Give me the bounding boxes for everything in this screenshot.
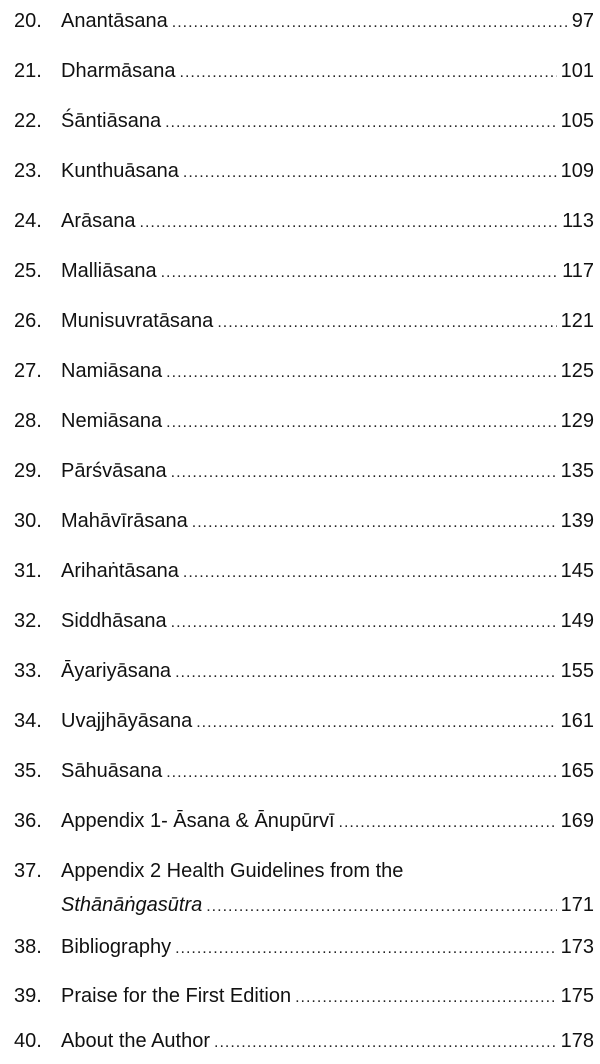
entry-title: Siddhāsana <box>61 610 167 632</box>
entry-title: Arihaṅtāsana <box>61 560 179 582</box>
dot-leader <box>161 258 559 288</box>
entry-title: Dharmāsana <box>61 60 176 82</box>
toc-entry-25[interactable] <box>0 256 600 286</box>
dot-leader <box>166 358 556 388</box>
toc-entry-22[interactable] <box>0 106 600 136</box>
entry-title: Munisuvratāsana <box>61 310 214 332</box>
entry-title: Nemiāsana <box>61 410 163 432</box>
toc-entry-35[interactable] <box>0 756 600 786</box>
entry-number: 33. <box>14 660 42 682</box>
entry-title: About the Author <box>61 1030 211 1052</box>
entry-page-number: 139 <box>560 510 594 532</box>
entry-title: Bibliography <box>61 936 172 958</box>
entry-page-number: 145 <box>560 560 594 582</box>
entry-page-number: 149 <box>560 610 594 632</box>
entry-number: 21. <box>14 60 42 82</box>
entry-number: 39. <box>14 985 42 1007</box>
toc-entry-39[interactable] <box>0 981 600 1011</box>
entry-number: 25. <box>14 260 42 282</box>
entry-number: 28. <box>14 410 42 432</box>
entry-number: 26. <box>14 310 42 332</box>
toc-entry-23[interactable] <box>0 156 600 186</box>
entry-page-number: 109 <box>560 160 594 182</box>
entry-title: Sāhuāsana <box>61 760 163 782</box>
entry-number: 24. <box>14 210 42 232</box>
toc-entry-24[interactable] <box>0 206 600 236</box>
entry-number: 30. <box>14 510 42 532</box>
dot-leader <box>175 658 557 688</box>
entry-title: Malliāsana <box>61 260 157 282</box>
entry-title: Praise for the First Edition <box>61 985 292 1007</box>
entry-number: 27. <box>14 360 42 382</box>
entry-page-number: 105 <box>560 110 594 132</box>
entry-title: Āyariyāsana <box>61 660 172 682</box>
entry-number: 34. <box>14 710 42 732</box>
entry-page-number: 169 <box>560 810 594 832</box>
dot-leader <box>166 758 556 788</box>
toc-entry-30[interactable] <box>0 506 600 536</box>
entry-page-number: 117 <box>562 260 594 282</box>
dot-leader <box>183 158 557 188</box>
entry-page-number: 129 <box>560 410 594 432</box>
entry-number: 31. <box>14 560 42 582</box>
toc-entry-28[interactable] <box>0 406 600 436</box>
entry-title: Kunthuāsana <box>61 160 179 182</box>
dot-leader <box>140 208 559 238</box>
toc-entry-27[interactable] <box>0 356 600 386</box>
toc-entry-31[interactable] <box>0 556 600 586</box>
dot-leader <box>183 558 557 588</box>
toc-entry-21[interactable] <box>0 56 600 86</box>
dot-leader <box>214 1028 557 1058</box>
toc-entry-20[interactable] <box>0 6 600 36</box>
dot-leader <box>172 8 568 38</box>
entry-number: 36. <box>14 810 42 832</box>
entry-page-number: 173 <box>560 936 594 958</box>
dot-leader <box>196 708 556 738</box>
dot-leader <box>165 108 557 138</box>
entry-page-number: 101 <box>560 60 594 82</box>
entry-page-number: 155 <box>560 660 594 682</box>
entry-page-number: 178 <box>560 1030 594 1052</box>
entry-number: 32. <box>14 610 42 632</box>
dot-leader <box>192 508 557 538</box>
entry-page-number: 175 <box>560 985 594 1007</box>
toc-entry-32[interactable] <box>0 606 600 636</box>
dot-leader <box>175 934 557 964</box>
entry-page-number: 97 <box>571 10 594 32</box>
dot-leader <box>166 408 556 438</box>
entry-page-number: 113 <box>562 210 594 232</box>
entry-title: Appendix 1- Āsana & Ānupūrvī <box>61 810 335 832</box>
entry-number: 40. <box>14 1030 42 1052</box>
toc-entry-26[interactable] <box>0 306 600 336</box>
dot-leader <box>295 983 557 1013</box>
entry-number: 38. <box>14 936 42 958</box>
entry-number: 22. <box>14 110 42 132</box>
entry-title: Appendix 2 Health Guidelines from the <box>61 860 404 882</box>
entry-title: Uvajjhāyāsana <box>61 710 193 732</box>
entry-page-number: 125 <box>560 360 594 382</box>
toc-entry-34[interactable] <box>0 706 600 736</box>
entry-number: 35. <box>14 760 42 782</box>
dot-leader <box>171 608 557 638</box>
entry-page-number: 135 <box>560 460 594 482</box>
toc-entry-33[interactable] <box>0 656 600 686</box>
entry-title: Anantāsana <box>61 10 168 32</box>
entry-page-number: 165 <box>560 760 594 782</box>
dot-leader <box>339 808 557 838</box>
toc-entry-36[interactable] <box>0 806 600 836</box>
entry-page-number: 121 <box>560 310 594 332</box>
entry-number: 23. <box>14 160 42 182</box>
toc-entry-29[interactable] <box>0 456 600 486</box>
entry-title: Śāntiāsana <box>61 110 162 132</box>
toc-entry-40[interactable] <box>0 1026 600 1056</box>
dot-leader <box>180 58 557 88</box>
toc-entry-38[interactable] <box>0 932 600 962</box>
entry-page-number: 171 <box>560 894 594 916</box>
entry-page-number: 161 <box>560 710 594 732</box>
dot-leader <box>171 458 557 488</box>
toc-entry-37[interactable] <box>0 856 600 920</box>
entry-title: Namiāsana <box>61 360 163 382</box>
entry-title: Mahāvīrāsana <box>61 510 188 532</box>
entry-title: Pārśvāsana <box>61 460 167 482</box>
entry-number: 20. <box>14 10 42 32</box>
entry-number: 29. <box>14 460 42 482</box>
entry-title: Arāsana <box>61 210 136 232</box>
dot-leader <box>217 308 556 338</box>
entry-title-continuation: Sthānāṅgasūtra <box>61 894 203 916</box>
dot-leader <box>206 892 556 922</box>
entry-number: 37. <box>14 860 42 882</box>
